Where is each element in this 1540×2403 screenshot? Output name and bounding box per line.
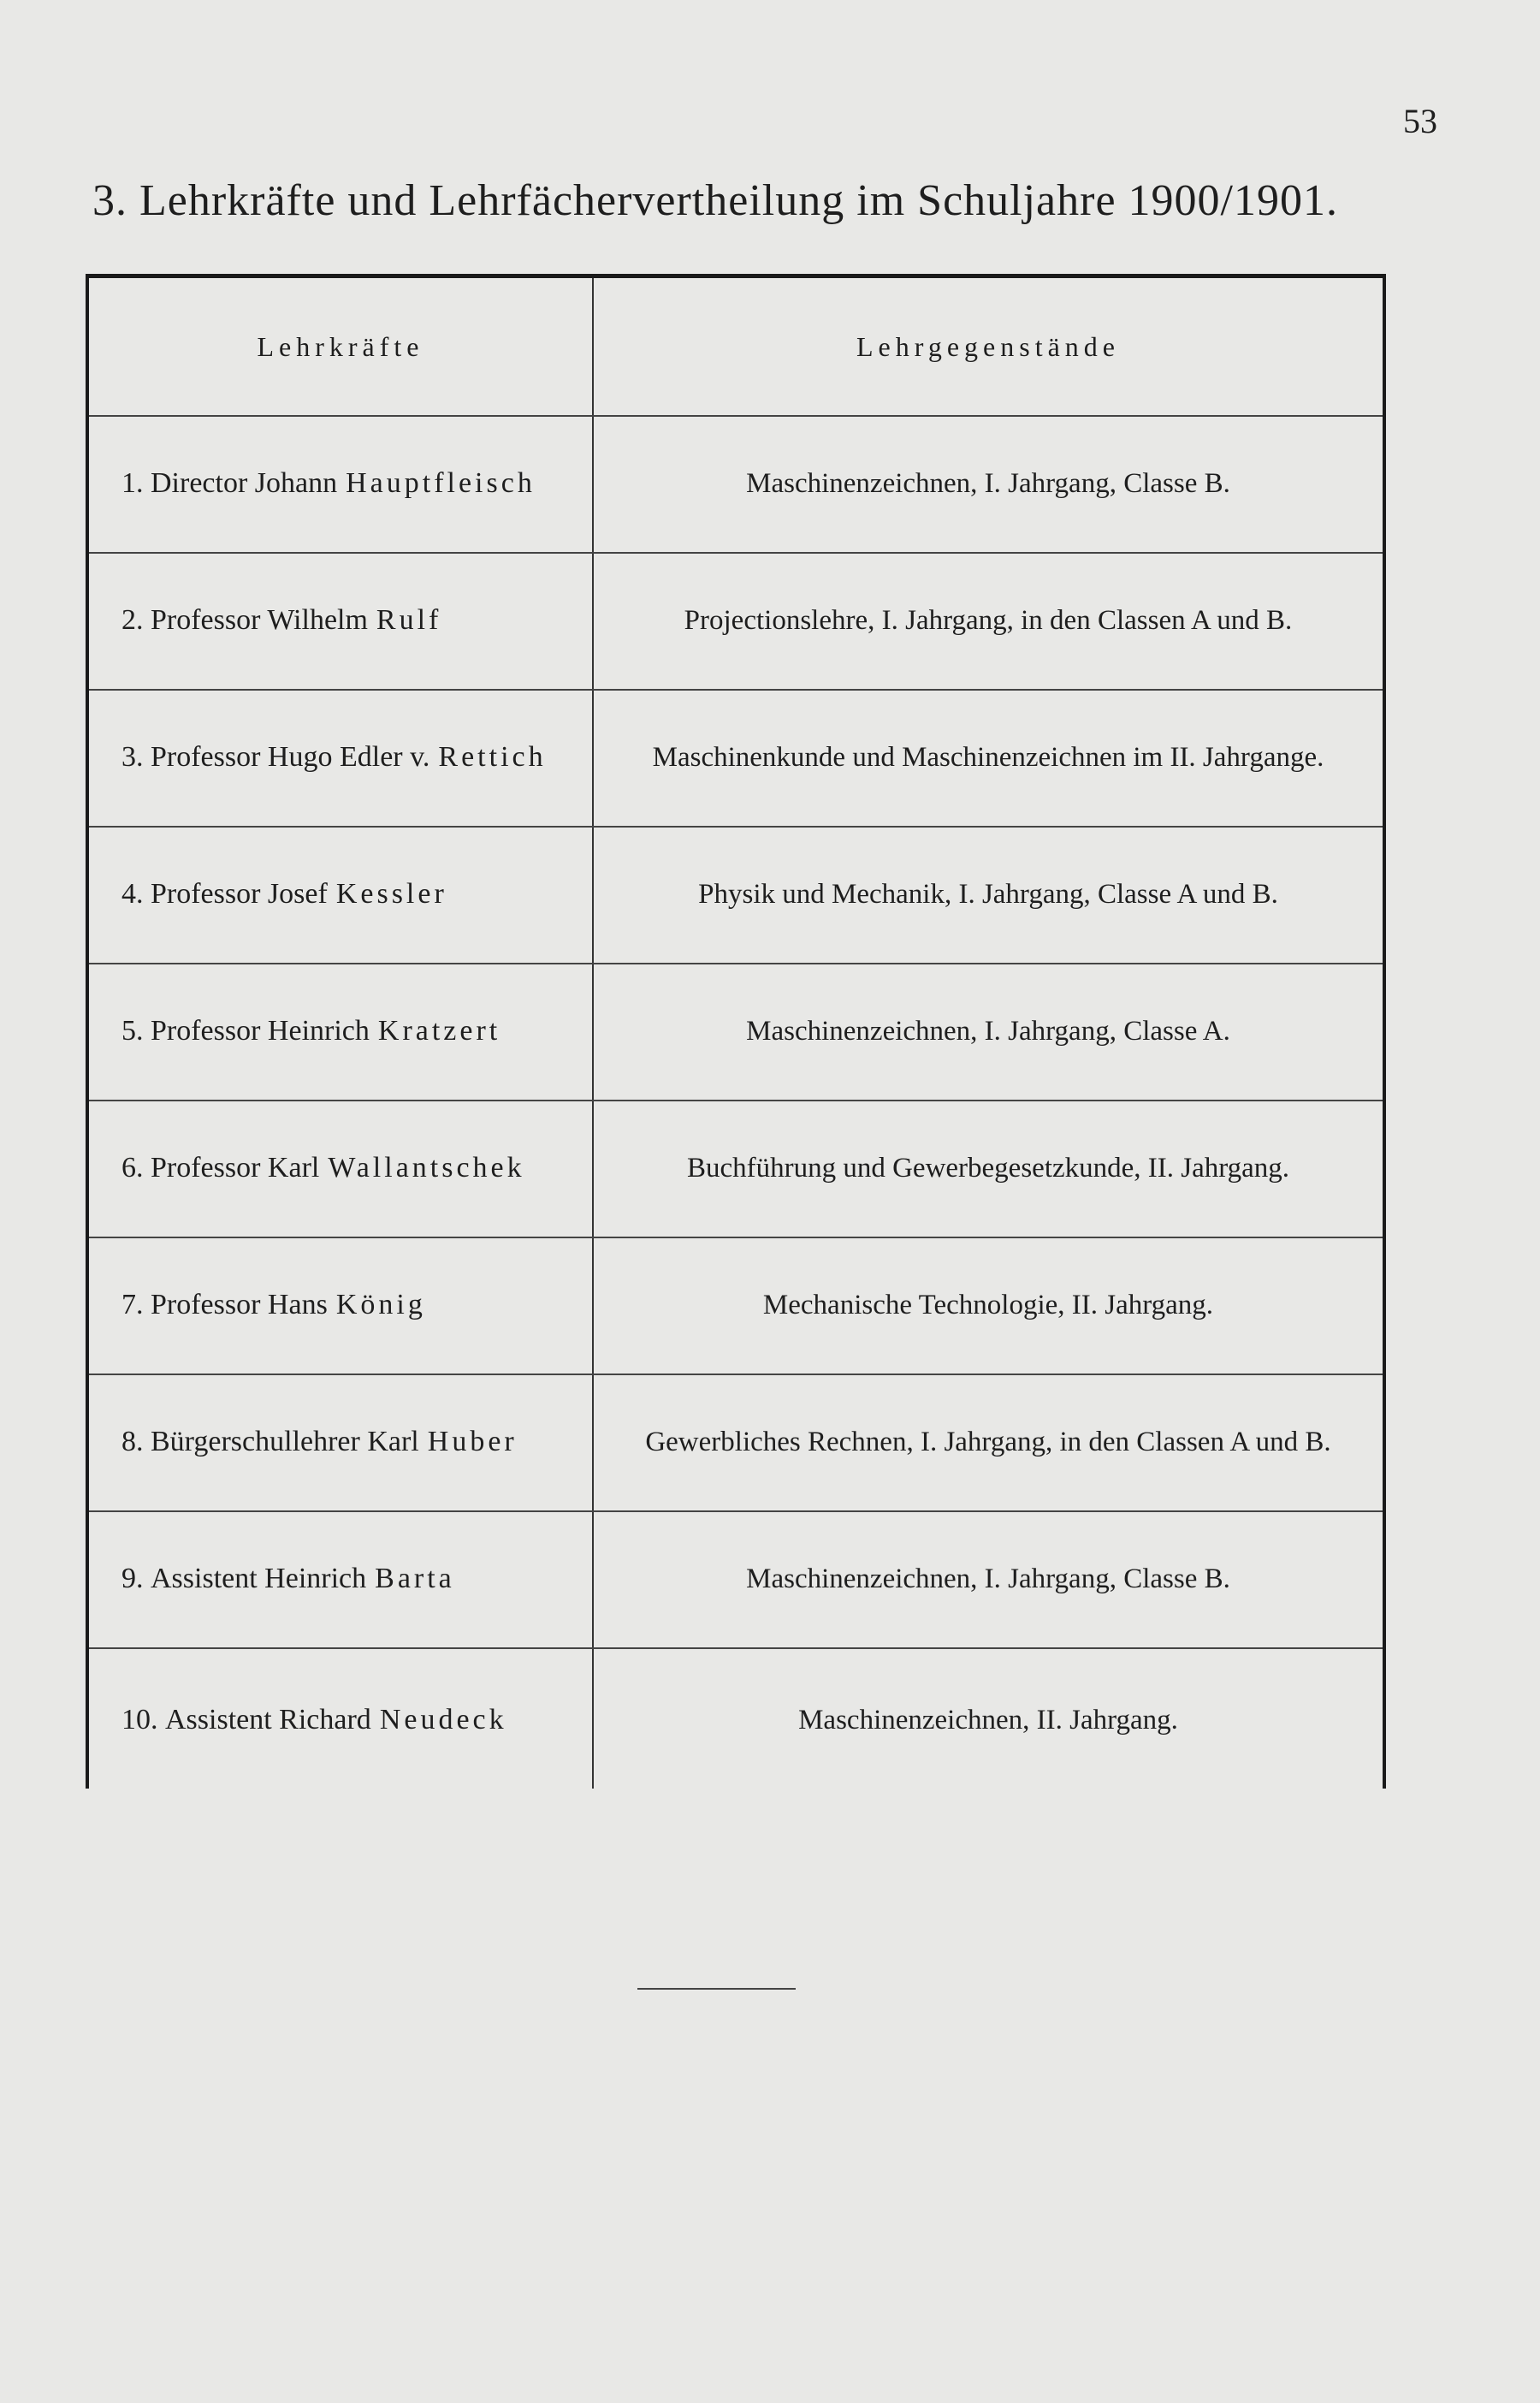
teacher-surname: Rulf [376, 604, 442, 636]
teacher-surname: Wallantschek [328, 1152, 525, 1184]
row-number: 10. [121, 1704, 158, 1736]
page-heading: 3. Lehrkräfte und Lehrfächervertheilung im Schuljahre 1900/1901. [92, 176, 1338, 225]
teacher-title: Bürgerschullehrer Karl [151, 1426, 419, 1457]
table-row [89, 552, 1383, 689]
teacher-cell [89, 1510, 592, 1647]
teacher-title: Professor Hans [151, 1289, 328, 1320]
subject-cell: Maschinenzeichnen, I. Jahrgang, Classe B. [746, 1563, 1230, 1594]
row-number: 3. [121, 741, 144, 773]
subject-cell: Physik und Mechanik, I. Jahrgang, Classe A und B. [698, 878, 1278, 910]
teacher-title: Professor Karl [151, 1152, 320, 1184]
teacher-cell [89, 1100, 592, 1237]
row-number: 1. [121, 467, 144, 499]
teacher-surname: Huber [427, 1426, 518, 1457]
teacher-surname: Hauptfleisch [346, 467, 536, 499]
subject-cell: Gewerbliches Rechnen, I. Jahrgang, in den Classen A und B. [645, 1426, 1331, 1457]
row-number: 8. [121, 1426, 144, 1457]
table-row [89, 1237, 1383, 1374]
teacher-title: Professor Wilhelm [151, 604, 368, 636]
teacher-title: Assistent Heinrich [151, 1563, 367, 1594]
teacher-subject-table [86, 274, 1386, 1789]
row-number: 5. [121, 1015, 144, 1047]
teacher-surname: Kessler [335, 878, 447, 910]
row-number: 4. [121, 878, 144, 910]
teacher-cell [89, 1647, 592, 1793]
table-row [89, 963, 1383, 1100]
subject-cell: Mechanische Technologie, II. Jahrgang. [762, 1289, 1214, 1320]
subject-cell: Projectionslehre, I. Jahrgang, in den Classen A und B. [684, 604, 1293, 636]
subject-cell: Maschinenzeichnen, I. Jahrgang, Classe B. [746, 467, 1230, 499]
table-row [89, 1510, 1383, 1647]
teacher-cell [89, 552, 592, 689]
teacher-cell [89, 963, 592, 1100]
table-row [89, 1374, 1383, 1510]
table-row [89, 1100, 1383, 1237]
teacher-cell [89, 1237, 592, 1374]
teacher-cell [89, 689, 592, 826]
teacher-surname: Barta [375, 1563, 455, 1594]
footer-rule [637, 1988, 796, 1990]
table-row [89, 689, 1383, 826]
teacher-surname: Kratzert [377, 1015, 501, 1047]
teacher-cell [89, 826, 592, 963]
teacher-surname: Neudeck [379, 1704, 507, 1736]
teacher-title: Director Johann [151, 467, 338, 499]
table-header-row [89, 278, 1383, 415]
teacher-title: Assistent Richard [165, 1704, 371, 1736]
table-row [89, 1647, 1383, 1793]
page-number: 53 [1403, 102, 1437, 140]
row-number: 9. [121, 1563, 144, 1594]
subject-cell: Maschinenkunde und Maschinenzeichnen im II. Jahrgange. [652, 741, 1324, 773]
row-number: 2. [121, 604, 144, 636]
header-teachers: Lehrkräfte [257, 330, 424, 362]
table-row [89, 415, 1383, 552]
subject-cell: Maschinenzeichnen, II. Jahrgang. [798, 1704, 1178, 1736]
table-row [89, 826, 1383, 963]
teacher-surname: König [335, 1289, 426, 1320]
teacher-surname: Rettich [438, 741, 547, 773]
row-number: 6. [121, 1152, 144, 1184]
subject-cell: Buchführung und Gewerbegesetzkunde, II. Jahrgang. [686, 1152, 1290, 1184]
header-subjects: Lehrgegenstände [856, 330, 1120, 362]
teacher-cell [89, 1374, 592, 1510]
teacher-title: Professor Josef [151, 878, 328, 910]
teacher-title: Professor Hugo Edler v. [151, 741, 430, 773]
teacher-title: Professor Heinrich [151, 1015, 370, 1047]
row-number: 7. [121, 1289, 144, 1320]
teacher-cell [89, 415, 592, 552]
subject-cell: Maschinenzeichnen, I. Jahrgang, Classe A. [746, 1015, 1230, 1047]
